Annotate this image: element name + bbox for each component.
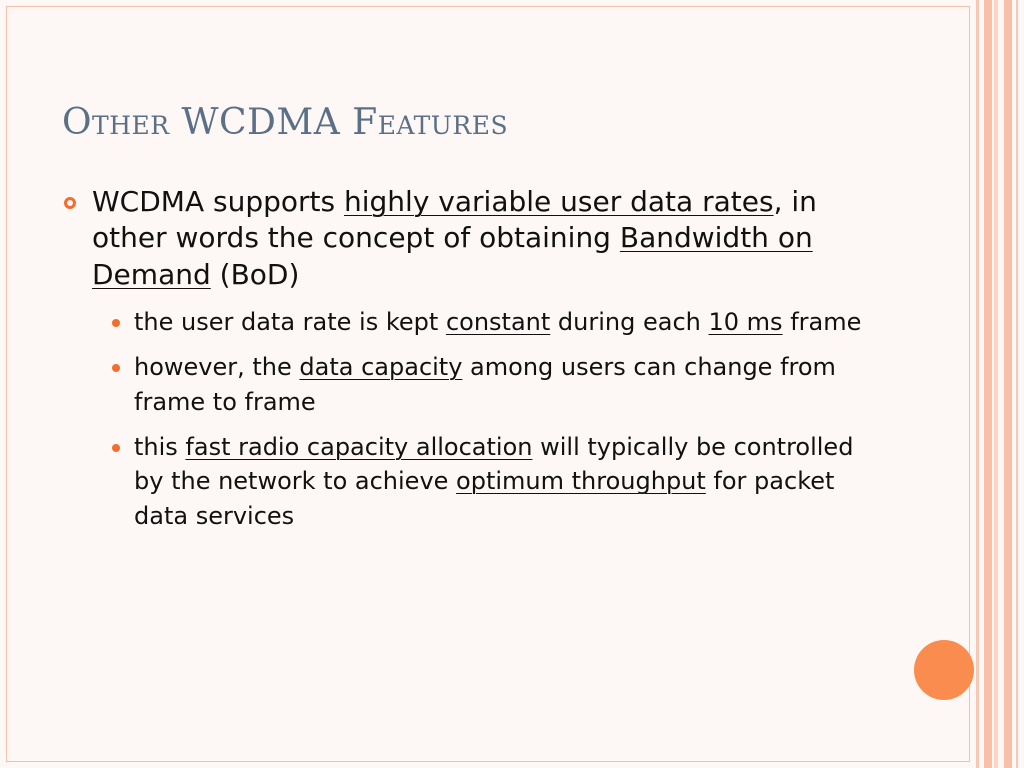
main-bullet-text: WCDMA supports <box>92 185 344 218</box>
orange-circle-icon <box>914 640 974 700</box>
sub-bullet-underlined-text: data capacity <box>299 352 463 381</box>
decor-band <box>976 0 979 768</box>
ring-bullet-icon <box>64 197 76 209</box>
sub-bullet-text: among users can change from frame to frame <box>134 352 836 416</box>
main-bullet-text: (BoD) <box>210 257 300 291</box>
sub-bullet-text: during each <box>550 308 709 337</box>
sub-bullet-item <box>134 305 874 340</box>
dot-bullet-icon <box>112 319 120 327</box>
sub-bullet-text: however, the <box>134 352 300 381</box>
sub-bullet-text: for packet data services <box>134 467 835 531</box>
decor-band <box>1016 0 1018 768</box>
decor-band <box>1004 0 1012 768</box>
sub-bullet-list <box>134 305 874 534</box>
sub-bullet-text: will typically be controlled by the network to achieve <box>134 432 854 496</box>
slide-content <box>92 184 882 544</box>
main-bullet-underlined-text-2: Bandwidth on Demand <box>92 221 813 291</box>
sub-bullet-item <box>134 350 874 420</box>
sub-bullet-text: the user data rate is kept <box>134 308 446 337</box>
main-bullet-text: , in other words the concept of obtaining <box>92 185 817 255</box>
dot-bullet-icon <box>112 364 120 372</box>
sub-bullet-item <box>134 430 874 534</box>
sub-bullet-text: frame <box>782 308 862 337</box>
slide-title: Other WCDMA Features <box>62 102 509 143</box>
sub-bullet-text: this <box>134 432 186 461</box>
main-bullet <box>92 184 882 293</box>
sub-bullet-underlined-text: fast radio capacity allocation <box>185 432 533 461</box>
dot-bullet-icon <box>112 444 120 452</box>
sub-bullet-underlined-text: constant <box>445 308 551 337</box>
decor-band <box>984 0 992 768</box>
sub-bullet-underlined-text: 10 ms <box>708 308 783 337</box>
sub-bullet-underlined-text: optimum throughput <box>456 467 706 496</box>
right-decorative-bands <box>976 0 1024 768</box>
main-bullet-underlined-text-1: highly variable user data rates <box>344 185 774 218</box>
decor-band <box>994 0 998 768</box>
